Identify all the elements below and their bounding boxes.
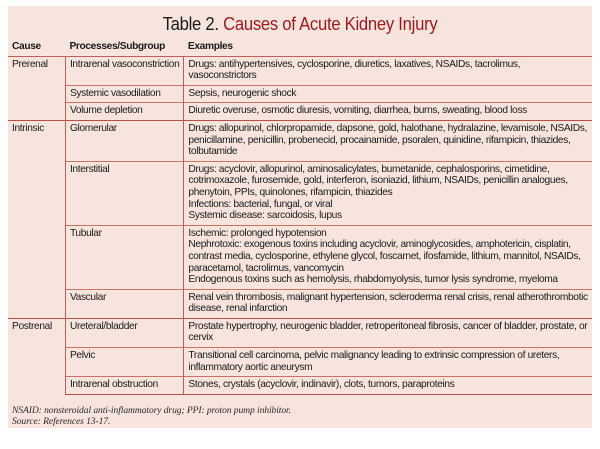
example-line: Infections: bacterial, fungal, or viral [188,198,333,210]
table-panel [8,6,592,428]
process-cell: Vascular [65,289,183,318]
table-title [37,13,563,35]
table-number: Table 2. [162,13,219,34]
footnote-abbreviations: NSAID: nonsteroidal anti-inflammatory drug; PPI: proton pump inhibitor. [12,405,291,416]
examples-cell [184,225,592,289]
example-line: Stones, crystals (acyclovir, indinavir), clots, tumors, paraproteins [188,379,455,391]
example-line: Systemic disease: sarcoidosis, lupus [188,210,342,222]
process-cell: Tubular [65,225,183,289]
examples-cell [184,289,592,318]
process-cell: Systemic vasodilation [65,85,183,103]
table-title-text: Causes of Acute Kidney Injury [223,13,438,34]
process-cell: Volume depletion [65,103,183,121]
example-line: Nephrotoxic: exogenous toxins including acyclovir, aminoglycosides, amphotericin, cisplatin, contrast media, cyclosporine, ethylene glycol, foscarnet, ifosfamide, lithium, mannitol, NSAIDs, paracetamol, tacrolimus, vancomycin [188,239,581,274]
table-row [8,225,592,289]
table-row [8,103,592,121]
table-row [8,85,592,103]
example-line: Drugs: acyclovir, allopurinol, aminosalicylates, bumetanide, cephalosporins, cimetidine, cotrimoxazole, furosemide, gold, interferon, isoniazid, lithium, NSAIDs, penicillin analogues, phenytoin, PPIs, quinolones, rifampicin, thiazides [188,163,568,198]
table-row [8,56,592,85]
example-line: Drugs: allopurinol, chlorpropamide, dapsone, gold, halothane, hydralazine, levamisole, NSAIDs, penicillamine, penicillin, probenecid, procainamide, psoralen, quinidine, rifampicin, thiazides, tolbutamide [188,122,588,158]
table-row [8,161,592,225]
table-body [8,56,592,394]
table-row [8,348,592,377]
table-row [8,377,592,395]
example-line: Endogenous toxins such as hemolysis, rhabdomyolysis, tumor lysis syndrome, myeloma [188,274,558,286]
cause-cell: Prerenal [8,56,65,120]
example-line: Diuretic overuse, osmotic diuresis, vomiting, diarrhea, burns, sweating, blood loss [188,105,527,117]
header-row [8,39,592,56]
causes-table [8,39,592,395]
footnote-source: Source: References 13-17. [12,415,111,427]
examples-cell [184,377,592,395]
cause-cell: Intrinsic [8,120,65,318]
process-cell: Intrarenal vasoconstriction [65,56,183,85]
table-row [8,289,592,318]
process-cell: Pelvic [65,348,183,377]
process-cell: Glomerular [65,120,183,161]
header-processes: Processes/Subgroup [65,39,183,56]
examples-cell [184,85,592,103]
table-row [8,318,592,347]
example-line: Sepsis, neurogenic shock [188,87,297,99]
table-row [8,120,592,161]
header-examples: Examples [184,39,592,56]
examples-cell [184,348,592,377]
cause-cell: Postrenal [8,318,65,394]
header-cause: Cause [8,39,65,56]
process-cell: Ureteral/bladder [65,318,183,347]
examples-cell [184,103,592,121]
example-line: Drugs: antihypertensives, cyclosporine, diuretics, laxatives, NSAIDs, tacrolimus, vasoconstrictors [188,58,521,82]
example-line: Renal vein thrombosis, malignant hypertension, scleroderma renal crisis, renal atherothrombotic disease, renal infarction [188,291,588,315]
process-cell: Interstitial [65,161,183,225]
examples-cell [184,318,592,347]
footnotes [12,406,291,427]
examples-cell [184,161,592,225]
process-cell: Intrarenal obstruction [65,377,183,395]
example-line: Prostate hypertrophy, neurogenic bladder, retroperitoneal fibrosis, cancer of bladder, prostate, or cervix [188,320,588,344]
example-line: Transitional cell carcinoma, pelvic malignancy leading to extrinsic compression of ureters, inflammatory aortic aneurysm [188,350,560,373]
example-line: Ischemic: prolonged hypotension [188,227,327,239]
examples-cell [184,120,592,161]
examples-cell [184,56,592,85]
